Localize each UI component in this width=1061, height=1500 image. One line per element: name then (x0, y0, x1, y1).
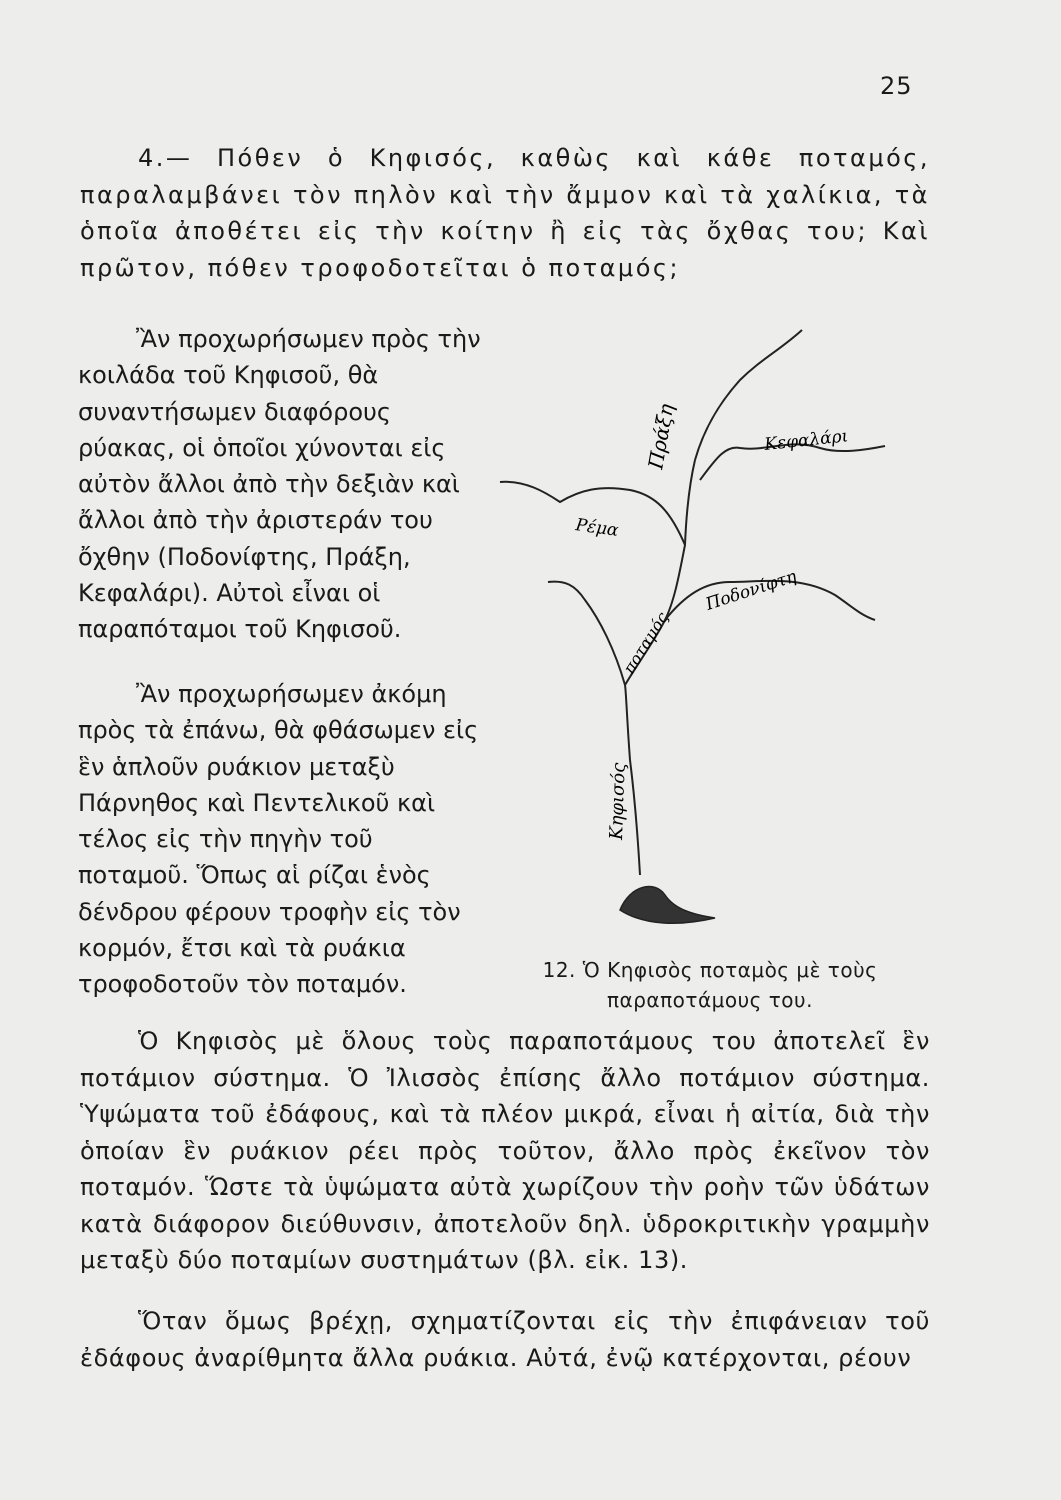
river-small-creek (548, 582, 625, 685)
label-podonifti: Ποδονίφτη (703, 566, 799, 615)
river-source-mound (620, 887, 715, 924)
kifisos-river-sketch (490, 320, 910, 960)
column-paragraph-2: Ἂν προχωρήσωμεν ἀκόμη πρὸς τὰ ἐπάνω, θὰ φθάσωμεν εἰς ἓν ἁπλοῦν ρυάκιον μεταξὺ Πάρνηθος καὶ Πεντελικοῦ καὶ τέλος εἰς τὴν πηγὴν τοῦ ποταμοῦ. Ὅπως αἱ ρίζαι ἑνὸς δένδρου φέρουν τροφὴν εἰς τὸν κορμόν, ἔτσι καὶ τὰ ρυάκια τροφοδοτοῦν τὸν ποταμόν. (78, 680, 479, 999)
intro-paragraph: 4.— Πόθεν ὁ Κηφισός, καθὼς καὶ κάθε ποταμός, παραλαμβάνει τὸν πηλὸν καὶ τὴν ἄμμον καὶ τὰ χαλίκια, τὰ ὁποῖα ἀποθέτει εἰς τὴν κοίτην ἢ εἰς τὰς ὄχθας του; Καὶ πρῶτον, πόθεν τροφοδοτεῖται ὁ ποταμός; (80, 144, 930, 282)
caption-line-1: 12. Ὁ Κηφισὸς ποταμὸς μὲ τοὺς (542, 958, 878, 982)
label-prakse: Πράξη (643, 401, 679, 471)
column-paragraph-1: Ἂν προχωρήσωμεν πρὸς τὴν κοιλάδα τοῦ Κηφισοῦ, θὰ συναντήσωμεν διαφόρους ρύακας, οἱ ὁποῖοι χύνονται εἰς αὐτὸν ἄλλοι ἀπὸ τὴν δεξιὰν καὶ ἄλλοι ἀπὸ τὴν ἀριστεράν του ὄχθην (Ποδονίφτης, Πράξη, Κεφαλάρι). Αὐτοὶ εἶναι οἱ παραπόταμοι τοῦ Κηφισοῦ. (78, 325, 481, 644)
caption-line-2: παραποτάμους του. (607, 988, 813, 1012)
label-kefalari: Κεφαλάρι (763, 426, 850, 455)
river-figure (490, 320, 910, 960)
label-potamos: ποταμός (619, 608, 672, 678)
figure-caption (495, 955, 925, 1015)
paragraph-4: Ὅταν ὅμως βρέχῃ, σχηματίζονται εἰς τὴν ἐπιφάνειαν τοῦ ἐδάφους ἀναρίθμητα ἄλλα ρυάκια. Αὐτά, ἐνῷ κατέρχονται, ρέουν (80, 1307, 930, 1372)
page-number: 25 (880, 72, 913, 100)
label-rema: Ρέμα (574, 515, 620, 541)
paragraph-3: Ὁ Κηφισὸς μὲ ὅλους τοὺς παραποτάμους του ἀποτελεῖ ἓν ποτάμιον σύστημα. Ὁ Ἰλισσὸς ἐπίσης ἄλλο ποτάμιον σύστημα. Ὑψώματα τοῦ ἐδάφους, καὶ τὰ πλέον μικρά, εἶναι ἡ αἰτία, διὰ τὴν ὁποίαν ἓν ρυάκιον ρέει πρὸς τοῦτον, ἄλλο πρὸς ἐκεῖνον τὸν ποταμόν. Ὥστε τὰ ὑψώματα αὐτὰ χωρίζουν τὴν ροὴν τῶν ὑδάτων κατὰ διάφορον διεύθυνσιν, ἀποτελοῦν δηλ. ὑδροκριτικὴν γραμμὴν μεταξὺ δύο ποταμίων συστημάτων (βλ. εἰκ. 13). (80, 1027, 930, 1274)
label-kifisos: Κηφισός (606, 762, 630, 841)
